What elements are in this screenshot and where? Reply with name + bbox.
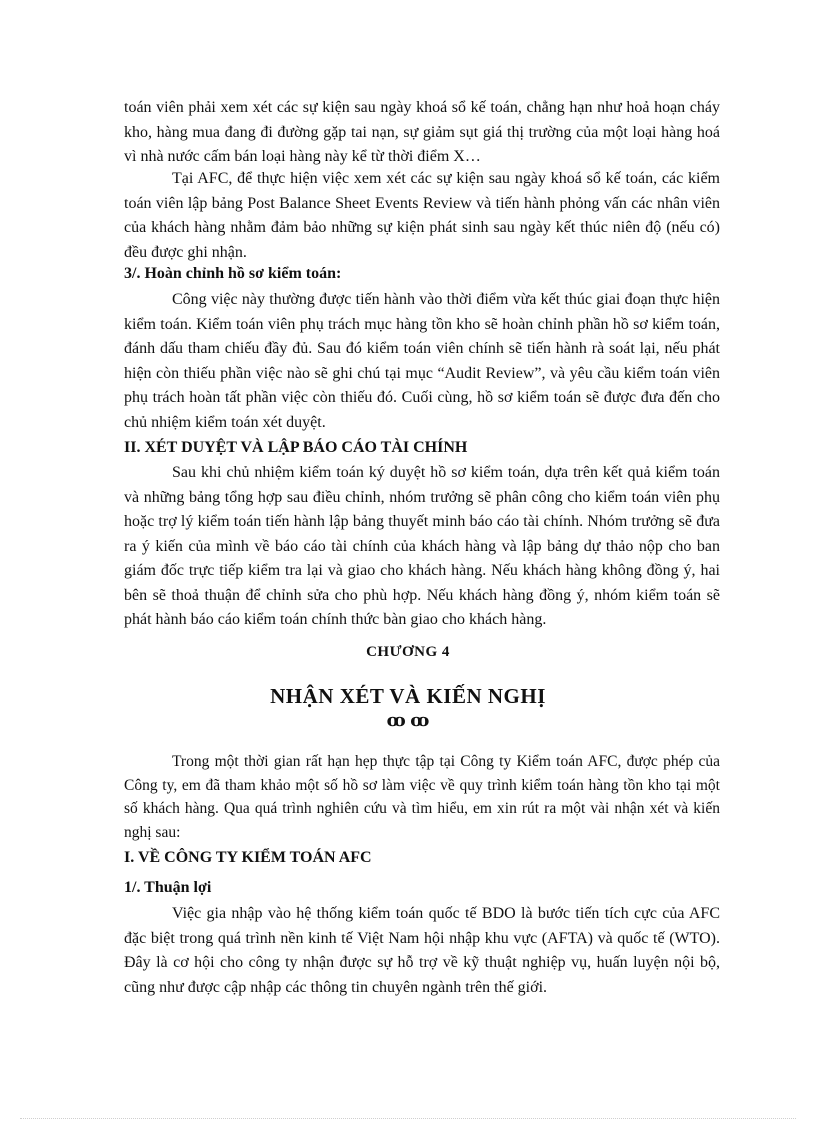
paragraph-bdo-membership: Việc gia nhập vào hệ thống kiểm toán quốc tế BDO là bước tiến tích cực của AFC đặc biệt trong quá trình nền kinh tế Việt Nam hội nhập khu vực (AFTA) và quốc tế (WTO). Đây là cơ hội cho công ty nhận được sự hỗ trợ về kỹ thuật nghiệp vụ, huấn luyện nội bộ, cũng như được cập nhập các thông tin chuyên ngành trên thế giới. xyxy=(124,905,720,996)
page-bottom-divider xyxy=(20,1118,796,1119)
paragraph-complete-audit-file: Công việc này thường được tiến hành vào thời điểm vừa kết thúc giai đoạn thực hiện kiểm toán. Kiểm toán viên phụ trách mục hàng tồn kho sẽ hoàn chỉnh phần hồ sơ kiểm toán, đánh dấu tham chiếu đầy đủ. Sau đó kiểm toán viên chính sẽ tiến hành rà soát lại, nếu phát hiện còn thiếu phần việc nào sẽ ghi chú tại mục “Audit Review”, và yêu cầu kiểm toán viên phụ trách hoàn tất phần việc còn thiếu đó. Cuối cùng, hồ sơ kiểm toán sẽ được đưa đến cho chủ nhiệm kiểm toán xét duyệt. xyxy=(124,291,720,431)
paragraph-post-balance-events: toán viên phải xem xét các sự kiện sau ngày khoá sổ kế toán, chẳng hạn như hoả hoạn cháy kho, hàng mua đang đi đường gặp tai nạn, sự giảm sụt giá thị trường của một loại hàng hoá vì nhà nước cấm bán loại hàng này kể từ thời điểm X… xyxy=(124,99,720,165)
heading-part-1: I. VỀ CÔNG TY KIỂM TOÁN AFC xyxy=(124,849,372,866)
heading-advantages: 1/. Thuận lợi xyxy=(124,879,212,896)
heading-part-2: II. XÉT DUYỆT VÀ LẬP BÁO CÁO TÀI CHÍNH xyxy=(124,439,468,456)
heading-section-3: 3/. Hoàn chỉnh hồ sơ kiểm toán: xyxy=(124,265,342,282)
paragraph-approval-report: Sau khi chủ nhiệm kiểm toán ký duyệt hồ sơ kiểm toán, dựa trên kết quả kiểm toán và những bảng tổng hợp sau điều chỉnh, nhóm trưởng sẽ phân công cho kiểm toán viên phụ hoặc trợ lý kiểm toán tiến hành lập bảng thuyết minh báo cáo tài chính. Nhóm trưởng sẽ đưa ra ý kiến của mình về báo cáo tài chính của khách hàng và lập bảng dự thảo nộp cho ban giám đốc trực tiếp kiểm tra lại và giao cho khách hàng. Nếu khách hàng không đồng ý, hai bên sẽ thoả thuận để chỉnh sửa cho phù hợp. Nếu khách hàng đồng ý, nhóm kiểm toán sẽ phát hành báo cáo kiểm toán chính thức bàn giao cho khách hàng. xyxy=(124,464,720,628)
chapter-number: CHƯƠNG 4 xyxy=(366,644,450,660)
paragraph-introduction: Trong một thời gian rất hạn hẹp thực tập tại Công ty Kiểm toán AFC, được phép của Công ty, em đã tham khảo một số hồ sơ làm việc về quy trình kiểm toán hàng tồn kho tại một số khách hàng. Qua quá trình nghiên cứu và tìm hiểu, em xin rút ra một vài nhận xét và kiến nghị sau: xyxy=(124,753,720,841)
ornament-icon: ꝏ ꝏ xyxy=(386,710,430,730)
chapter-title: NHẬN XÉT VÀ KIẾN NGHỊ xyxy=(270,684,546,708)
paragraph-afc-review: Tại AFC, để thực hiện việc xem xét các sự kiện sau ngày khoá sổ kế toán, các kiểm toán viên lập bảng Post Balance Sheet Events Review và tiến hành phỏng vấn các nhân viên của khách hàng nhằm đảm bảo những sự kiện phát sinh sau ngày kết thúc niên độ (nếu có) đều được ghi nhận. xyxy=(124,170,720,261)
